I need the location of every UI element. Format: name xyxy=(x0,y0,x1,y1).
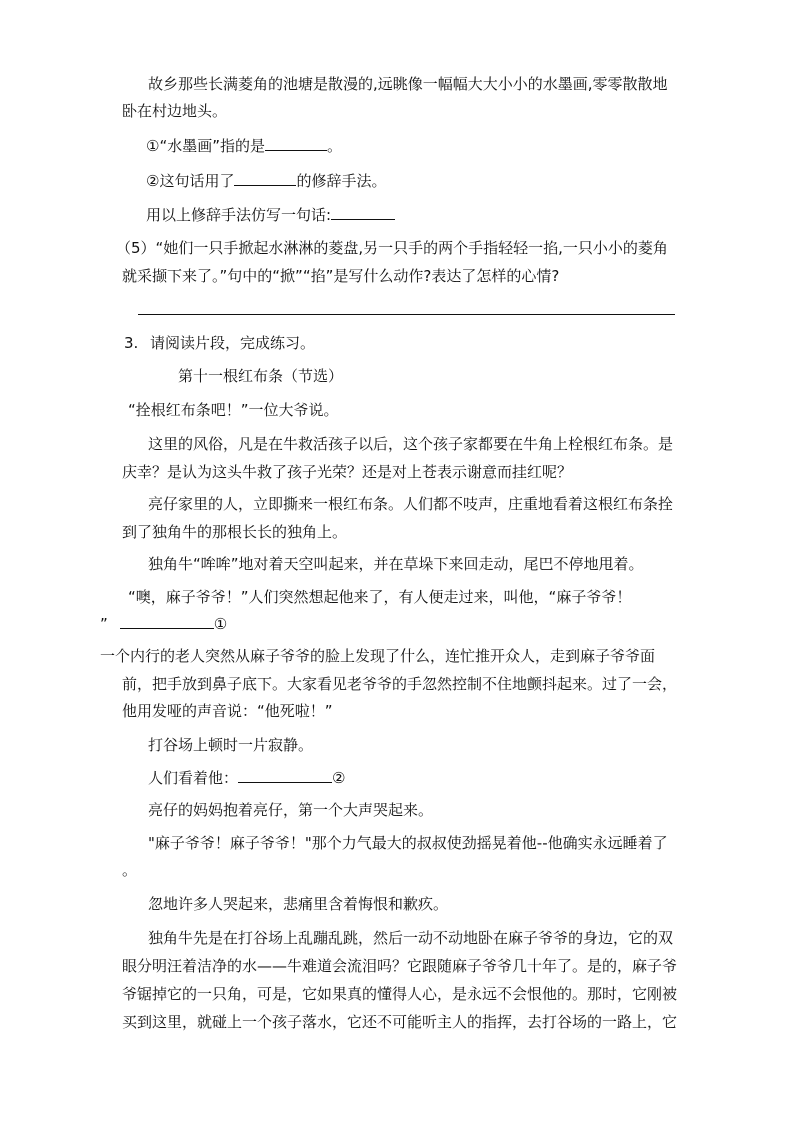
passage-line: 独角牛“哞哞”地对着天空叫起来，并在草垛下来回走动，尾巴不停地甩着。 xyxy=(148,555,644,573)
passage-line: 。 xyxy=(122,861,138,879)
question-5: （5）“她们一只手掀起水淋淋的菱盘,另一只手的两个手指轻轻一掐,一只小小的菱角 xyxy=(116,239,668,257)
question-text: 的修辞手法。 xyxy=(296,172,387,190)
instruction: 请阅读片段，完成练习。 xyxy=(150,334,316,352)
blank-marker: ② xyxy=(332,769,346,787)
answer-blank[interactable] xyxy=(265,136,327,151)
blank-2-line xyxy=(148,768,345,788)
passage-line: 打谷场上顿时一片寂静。 xyxy=(148,736,314,754)
passage-line: “噢，麻子爷爷！”人们突然想起他来了，有人便走过来，叫他，“麻子爷爷！ xyxy=(128,588,632,606)
answer-blank[interactable] xyxy=(120,614,214,629)
passage-line: "麻子爷爷！麻子爷爷！"那个力气最大的叔叔使劲摇晃着他--他确实永远睡着了 xyxy=(148,834,668,852)
passage-line: 这里的风俗，凡是在牛救活孩子以后，这个孩子家都要在牛角上栓根红布条。是 xyxy=(148,435,674,453)
passage-line: 到了独角牛的那根长长的独角上。 xyxy=(122,523,348,541)
passage-line: “拴根红布条吧！”一位大爷说。 xyxy=(128,401,339,419)
answer-blank[interactable] xyxy=(331,205,395,220)
passage-line: 他用发哑的声音说：“他死啦！” xyxy=(122,702,333,720)
passage-line: 独角牛先是在打谷场上乱蹦乱跳，然后一动不动地卧在麻子爷爷的身边，它的双 xyxy=(148,929,674,947)
answer-line[interactable] xyxy=(138,314,675,315)
passage-line: 故乡那些长满菱角的池塘是散漫的,远眺像一幅幅大大小小的水墨画,零零散散地 xyxy=(148,75,668,93)
question-1 xyxy=(146,136,342,156)
question-text: ①“水墨画”指的是 xyxy=(146,137,265,155)
passage-title: 第十一根红布条（节选） xyxy=(178,367,344,385)
passage-line: 亮仔家里的人，立即撕来一根红布条。人们都不吱声，庄重地看着这根红布条拴 xyxy=(148,495,674,513)
passage-line: 一个内行的老人突然从麻子爷爷的脸上发现了什么，连忙推开众人，走到麻子爷爷面 xyxy=(100,647,656,665)
passage-line: 前，把手放到鼻子底下。大家看见老爷爷的手忽然控制不住地颤抖起来。过了一会， xyxy=(122,675,678,693)
passage-line: 庆幸？是认为这头牛救了孩子光荣？还是对上苍表示谢意而挂红呢？ xyxy=(122,463,573,481)
passage-line: 眼分明汪着洁净的水——牛难道会流泪吗？它跟随麻子爷爷几十年了。是的，麻子爷 xyxy=(122,957,678,975)
question-text: ②这句话用了 xyxy=(146,172,235,190)
blank-1-line xyxy=(100,614,227,634)
passage-line: 买到这里，就碰上一个孩子落水，它还不可能听主人的指挥，去打谷场的一路上，它 xyxy=(122,1013,678,1031)
question-text: 。 xyxy=(327,137,343,155)
passage-line: 爷锯掉它的一只角，可是，它如果真的懂得人心，是永远不会恨他的。那时，它刚被 xyxy=(122,985,678,1003)
question-number: 3. xyxy=(124,334,139,352)
passage-line: 卧在村边地头。 xyxy=(122,102,228,120)
question-text: 用以上修辞手法仿写一句话: xyxy=(146,206,332,224)
question-5-cont: 就采撷下来了。”句中的“掀”“掐”是写什么动作?表达了怎样的心情? xyxy=(122,267,560,285)
passage-text: 人们看着他： xyxy=(148,769,239,787)
answer-blank[interactable] xyxy=(238,768,332,783)
passage-text: ” xyxy=(100,615,108,633)
question-2 xyxy=(146,171,386,191)
blank-marker: ① xyxy=(213,615,228,633)
passage-line: 忽地许多人哭起来，悲痛里含着悔恨和歉疚。 xyxy=(148,895,449,913)
question-3 xyxy=(146,205,395,225)
passage-line: 亮仔的妈妈抱着亮仔，第一个大声哭起来。 xyxy=(148,801,434,819)
answer-blank[interactable] xyxy=(234,171,296,186)
